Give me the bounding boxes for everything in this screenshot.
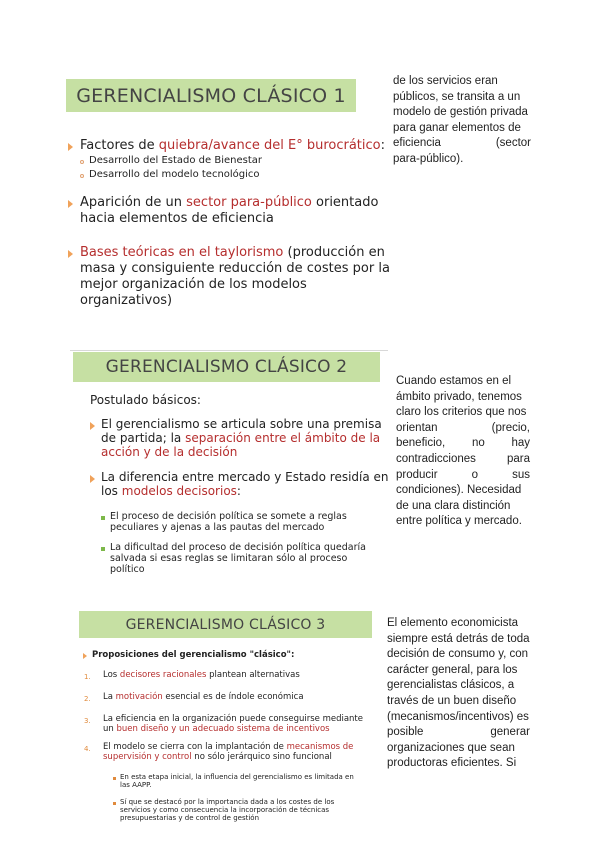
item-number: 4. [84,745,91,753]
slide-3-sub-1-line-2: las AAPP. [120,781,152,789]
slide-2-bullet-1-line-3: acción y de la decisión [101,445,238,459]
slide-2-sub-1: El proceso de decisión política se somete a reglas [110,511,347,522]
bullet-arrow-icon [68,250,73,258]
slide-1-bullet-3-line-3: mejor organización de los modelos [80,277,307,292]
slide-3-note: El elemento economicista siempre está detrás de toda decisión de consumo y, con carácter general, para los gerencialistas clásicos, a través de un buen diseño (mecanismos/incentivos) es posible generar organizaciones que sean productoras eficientes. Si [387,617,530,770]
item-number: 1. [84,673,91,681]
slide-2-bullet-1: El gerencialismo se articula sobre una premisa [101,417,382,431]
sub-bullet-dot-icon [80,160,84,164]
slide-2-title-bar [73,352,380,382]
bullet-arrow-icon [83,653,87,659]
slide-3-item-4-line-2: supervisión y control no sólo jerárquico sino funcional [103,752,332,762]
slide-1-bullet-3-line-4: organizativos) [80,293,173,308]
slide-2-bullet-2-line-2: los modelos decisorios: [101,484,241,498]
bullet-arrow-icon [68,143,73,151]
bullet-arrow-icon [90,422,95,430]
slide-3-item-4: El modelo se cierra con la implantación de mecanismos de [103,742,354,752]
slide-3-item-3-line-2: un buen diseño y un adecuado sistema de incentivos [103,724,330,734]
bullet-arrow-icon [68,200,73,208]
slide-3-item-2: La motivación esencial es de índole económica [103,692,304,702]
slide-1-bullet-1: Factores de quiebra/avance del E° burocrático: [80,138,385,153]
slide-3-title-bar [79,611,372,638]
item-number: 2. [84,695,91,703]
slide-3-sub-2-line-3: presupuestarias y de control de gestión [120,814,260,822]
sub-bullet-square-icon [101,516,105,520]
slide-1-bullet-2: Aparición de un sector para-público orientado [80,195,379,210]
slide-1-bullet-3-line-2: masa y consiguiente reducción de costes por la [80,261,390,276]
slide-1-note: de los servicios eran públicos, se transita a un modelo de gestión privada para ganar elementos de eficiencia (sector para-público). [393,75,531,165]
slide-2-bullet-1-line-2: de partida; la separación entre el ámbito de la [101,431,381,445]
slide-2-note: Cuando estamos en el ámbito privado, tenemos claro los criterios que nos orientan (precio, beneficio, no hay contradicciones para producir o sus condiciones). Necesidad de una clara distinción entre política y mercado. [396,375,530,528]
slide-2-title: GERENCIALISMO CLÁSICO 2 [105,357,348,377]
slide-3-title: GERENCIALISMO CLÁSICO 3 [125,616,326,633]
slide-2-sub-2-line-2: salvada si esas reglas se limitaran sólo al proceso [110,553,348,564]
sub-bullet-square-icon [113,802,116,805]
slide-2-bullet-2: La diferencia entre mercado y Estado residía en [101,470,389,484]
slide-1-bullet-2-line-2: hacia elementos de eficiencia [80,211,274,226]
slide-1-title: GERENCIALISMO CLÁSICO 1 [76,84,346,107]
bullet-arrow-icon [90,475,95,483]
slide-3-sub-1: En esta etapa inicial, la influencia del gerencialismo es limitada en [120,773,354,781]
slide-1-sub-2: Desarrollo del modelo tecnológico [89,169,260,180]
slide-1-title-bar [66,79,356,112]
slide-2-sub-2: La dificultad del proceso de decisión política quedaría [110,542,366,553]
slide-divider [70,350,388,351]
slide-2-sub-2-line-3: político [110,564,145,575]
slide-3-sub-2: Sí que se destacó por la importancia dada a los costes de los [120,798,335,806]
slide-2-heading: Postulado básicos: [90,393,201,407]
slide-1-bullet-3: Bases teóricas en el taylorismo (producción en [80,245,385,260]
slide-3-item-1: Los decisores racionales plantean alternativas [103,670,300,680]
slide-3-item-3: La eficiencia en la organización puede conseguirse mediante [103,714,363,724]
slide-2-sub-1-line-2: peculiares y ajenas a las pautas del mercado [110,522,325,533]
sub-bullet-square-icon [113,777,116,780]
sub-bullet-dot-icon [80,174,84,178]
item-number: 3. [84,717,91,725]
sub-bullet-square-icon [101,547,105,551]
slide-3-sub-2-line-2: servicios y como consecuencia la incorporación de técnicas [120,806,330,814]
slide-3-heading: Proposiciones del gerencialismo "clásico": [92,650,295,660]
slide-1-sub-1: Desarrollo del Estado de Bienestar [89,155,262,166]
